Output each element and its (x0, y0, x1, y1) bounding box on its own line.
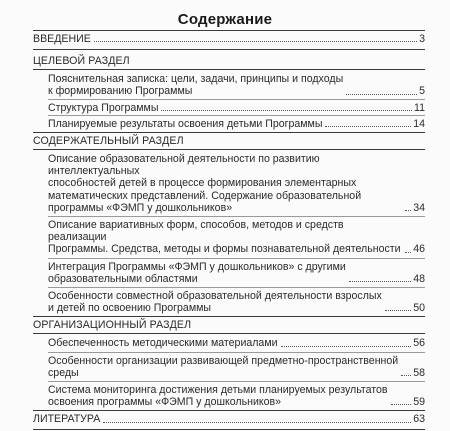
toc-entry[interactable] (33, 118, 425, 130)
toc-entry[interactable] (33, 102, 425, 114)
toc-entry-label: Пояснительная записка: цели, задачи, принципы и подходы к формированию Программы (48, 73, 344, 98)
toc-page-number: 5 (419, 85, 425, 98)
divider (48, 99, 425, 100)
divider (33, 30, 425, 31)
toc-page-number: 50 (413, 302, 425, 315)
toc-section-organizational (33, 319, 425, 411)
toc-entry-label: Описание образовательной деятельности по развитию интеллектуальных способностей детей в процессе формирования элементарных математических представлений. Содержание образовательной программы «ФЭМП у дошкольников» (48, 153, 362, 214)
toc-entry[interactable] (33, 384, 425, 408)
page-title: Содержание (177, 11, 273, 28)
toc-entry-literature[interactable] (33, 413, 425, 425)
dot-leader (401, 375, 411, 376)
divider (33, 132, 425, 133)
divider (33, 410, 425, 411)
toc-literature-block (33, 413, 425, 429)
toc-page-number: 58 (413, 366, 425, 379)
divider (33, 333, 425, 334)
divider (33, 149, 425, 150)
toc-entry-label: Структура Программы (48, 101, 159, 114)
dot-leader (349, 281, 411, 282)
toc-entry[interactable] (33, 73, 425, 97)
toc-page-number: 59 (413, 396, 425, 409)
toc-entry-intro[interactable] (33, 33, 425, 45)
toc-entry[interactable] (33, 153, 425, 214)
toc-section-target (33, 55, 425, 133)
divider (33, 49, 425, 50)
divider (48, 115, 425, 116)
table-of-contents (33, 30, 425, 430)
divider (48, 381, 425, 382)
dot-leader (391, 404, 412, 405)
toc-entry-label: ЛИТЕРАТУРА (33, 413, 101, 426)
toc-entry-label: Интеграция Программы «ФЭМП у дошкольников» с другими образовательными областями (48, 260, 346, 285)
toc-page-number: 3 (419, 33, 425, 45)
toc-page-number: 46 (413, 243, 425, 256)
toc-page-number: 48 (413, 272, 425, 285)
toc-page-number: 11 (414, 101, 425, 114)
toc-page-number: 34 (413, 201, 425, 214)
dot-leader (346, 94, 417, 95)
toc-entry-label: Описание вариативных форм, способов, методов и средств реализации Программы. Средства, методы и формы познавательной деятельности (48, 219, 401, 256)
toc-section-content (33, 135, 425, 317)
toc-entry[interactable] (33, 337, 425, 349)
toc-page-number: 56 (413, 337, 425, 350)
toc-entry[interactable] (33, 261, 425, 285)
section-heading: ЦЕЛЕВОЙ РАЗДЕЛ (33, 55, 130, 68)
section-heading: ОРГАНИЗАЦИОННЫЙ РАЗДЕЛ (33, 319, 192, 332)
divider (33, 316, 425, 317)
toc-entry-label: Планируемые результаты освоения детьми Программы (48, 117, 323, 130)
dot-leader (103, 422, 411, 423)
toc-entry-label: Система мониторинга достижения детьми планируемых результатов освоения программы «ФЭМП у дошкольников» (48, 384, 388, 409)
section-heading: СОДЕРЖАТЕЛЬНЫЙ РАЗДЕЛ (33, 135, 184, 148)
toc-entry[interactable] (33, 355, 425, 379)
dot-leader (281, 346, 412, 347)
divider (48, 352, 425, 353)
divider (48, 216, 425, 217)
toc-entry-label: Обеспеченность методическими материалами (48, 337, 278, 350)
toc-entry-label: ВВЕДЕНИЕ (33, 33, 91, 45)
dot-leader (94, 41, 417, 42)
divider (33, 429, 425, 430)
dot-leader (405, 252, 411, 253)
toc-intro-block (33, 30, 425, 50)
dot-leader (385, 310, 411, 311)
toc-entry-label: Особенности совместной образовательной деятельности взрослых и детей по освоению Программы (48, 290, 382, 315)
toc-page-number: 63 (413, 413, 425, 426)
toc-entry[interactable] (33, 219, 425, 256)
divider (33, 69, 425, 70)
toc-entry-label: Особенности организации развивающей предметно-пространственной среды (48, 354, 399, 379)
dot-leader (325, 126, 411, 127)
toc-page-number: 14 (413, 117, 425, 130)
divider (48, 258, 425, 259)
toc-entry[interactable] (33, 290, 425, 314)
dot-leader (405, 210, 411, 211)
divider (48, 287, 425, 288)
dot-leader (161, 110, 412, 111)
